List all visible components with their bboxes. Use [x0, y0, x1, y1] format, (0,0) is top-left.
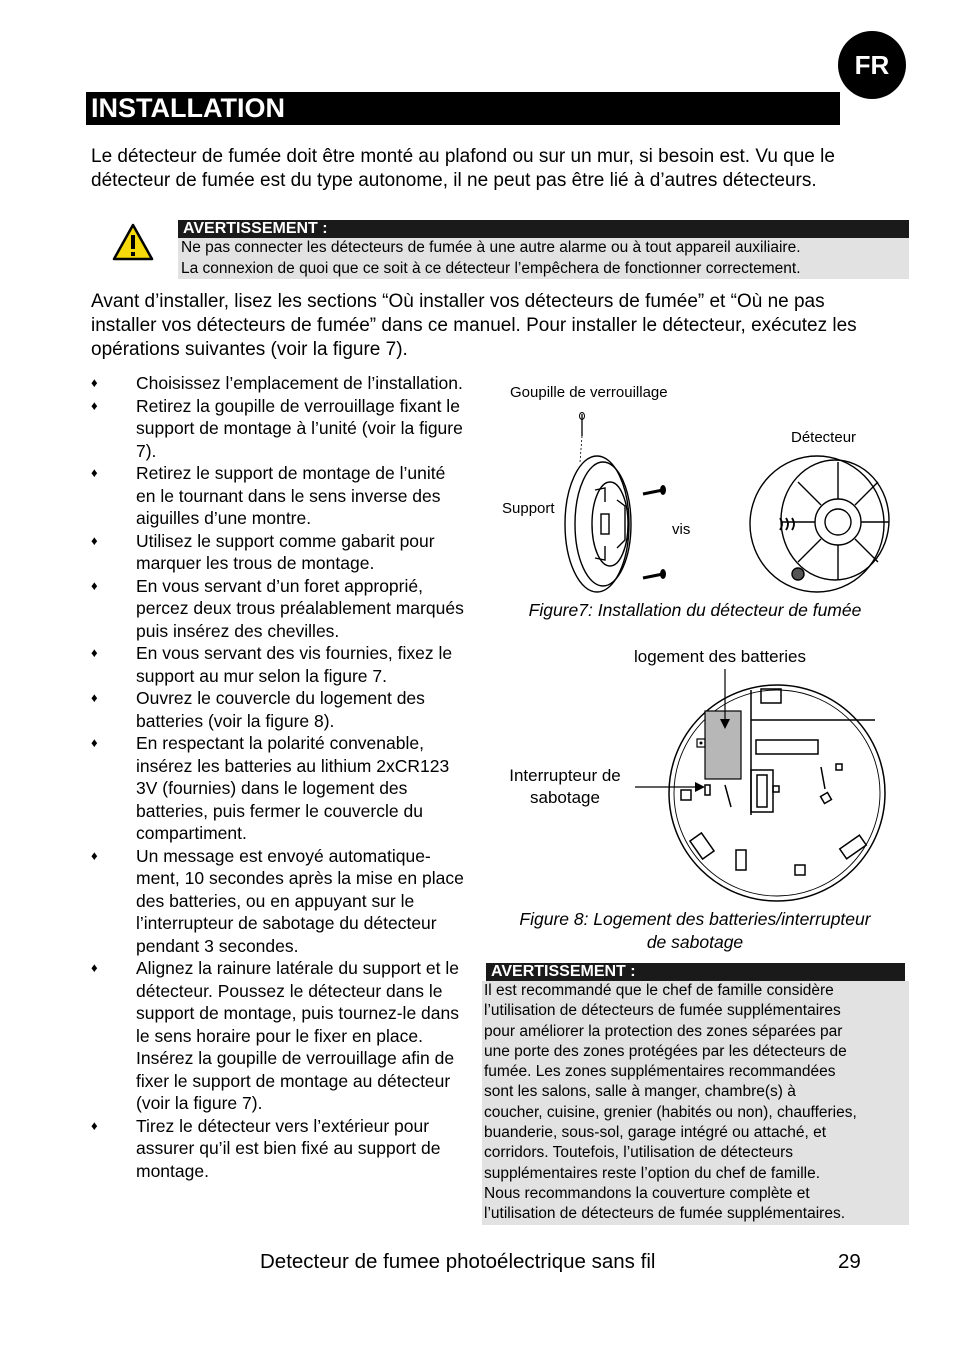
bullet-icon: ♦: [91, 532, 98, 548]
section-title: INSTALLATION: [86, 92, 840, 125]
warning-triangle-icon: [112, 223, 154, 261]
figure7-label-pin: Goupille de verrouillage: [510, 384, 668, 401]
detector-back-icon: [669, 685, 885, 901]
figure7-label-support: Support: [502, 500, 555, 517]
list-item: ♦ En respectant la polarité convenable, insérez les batteries au lithium 2xCR123 3V (fournies) dans le logement des batteries, puis fermer le couvercle du compartiment.: [91, 733, 450, 843]
bullet-icon: ♦: [91, 735, 98, 750]
warning-line: coucher, cuisine, grenier (habités ou non), chaufferies,: [484, 1103, 857, 1121]
list-item: ♦ Retirez la goupille de verrouillage fixant le support de montage à l’unité (voir la figure 7).: [91, 395, 463, 461]
mounting-bracket-icon: [565, 456, 631, 592]
warning-line: Il est recommandé que le chef de famille considère: [484, 982, 834, 999]
bullet-icon: ♦: [91, 690, 98, 705]
figure8-caption: Figure 8: Logement des batteries/interrupteur de sabotage: [519, 909, 871, 952]
bullet-icon: ♦: [91, 577, 98, 593]
list-item: ♦ Utilisez le support comme gabarit pour marquer les trous de montage.: [91, 530, 435, 573]
warning-line: Nous recommandons la couverture complète et: [484, 1184, 810, 1202]
warning-heading: AVERTISSEMENT :: [486, 963, 905, 981]
smoke-detector-icon: [750, 456, 889, 592]
warning-line: l’utilisation de détecteurs de fumée supplémentaires: [484, 1002, 841, 1020]
figure7-drawing: [555, 410, 900, 600]
language-badge: FR: [838, 31, 906, 99]
warning-line: sont les salons, salle à manger, chambre(s) à: [484, 1083, 796, 1101]
bullet-icon: ♦: [91, 375, 98, 390]
screw-icon: [643, 569, 666, 579]
warning-box-recommendation: [482, 963, 909, 1225]
figure8-drawing: [625, 665, 895, 905]
intro-paragraph: Le détecteur de fumée doit être monté au plafond ou sur un mur, si besoin est. Vu que le détecteur de fumée est du type autonome, il ne peut pas être lié à d’autres détecteurs.: [91, 146, 835, 191]
installation-steps-list: [91, 372, 469, 1182]
figure8-label-tamper: Interrupteur de sabotage: [509, 766, 621, 807]
screw-icon: [643, 485, 666, 495]
figure8-label-battery: logement des batteries: [634, 647, 806, 666]
list-item: ♦ En vous servant d’un foret approprié, percez deux trous préalablement marqués puis insérez des chevilles.: [91, 575, 464, 641]
warning-body: [178, 238, 909, 279]
warning-line: pour améliorer la protection des zones séparées par: [484, 1022, 843, 1040]
warning-line: Ne pas connecter les détecteurs de fumée à une autre alarme ou à tout appareil auxiliaire.: [181, 239, 801, 256]
list-item: ♦ Retirez le support de montage de l’unité en le tournant dans le sens inverse des aiguilles d’une montre.: [91, 463, 446, 528]
list-item: ♦ Un message est envoyé automatique-ment, 10 secondes après la mise en place des batteries, ou en appuyant sur le l’interrupteur de sabotage du détecteur pendant 3 secondes.: [91, 845, 464, 956]
figure7-label-detector: Détecteur: [791, 429, 857, 446]
bullet-icon: ♦: [91, 960, 98, 975]
warning-line: l’utilisation de détecteurs de fumée supplémentaires.: [484, 1205, 846, 1223]
list-item: ♦ Ouvrez le couvercle du logement des batteries (voir la figure 8).: [91, 688, 425, 731]
bullet-icon: ♦: [91, 1117, 98, 1133]
warning-line: buanderie, sous-sol, garage intégré ou attaché, et: [484, 1124, 827, 1142]
bullet-icon: ♦: [91, 465, 98, 480]
warning-body: [482, 981, 909, 1225]
list-item: ♦ En vous servant des vis fournies, fixez le support au mur selon la figure 7.: [91, 643, 453, 686]
bullet-icon: ♦: [91, 397, 98, 413]
warning-line: supplémentaires reste l’option du chef de famille.: [484, 1164, 821, 1182]
warning-box-connection: [178, 220, 909, 279]
bullet-icon: ♦: [91, 645, 98, 660]
warning-line: fumée. Les zones supplémentaires recommandées: [484, 1063, 836, 1081]
list-item: ♦ Alignez la rainure latérale du support et le détecteur. Poussez le détecteur dans le support de montage, puis tournez-le dans le sens horaire pour le fixer en place. Insérez la goupille de verrouillage afin de fixer le support de montage au détecteur (voir la figure 7).: [91, 958, 459, 1113]
figure7-caption: Figure7: Installation du détecteur de fumée: [528, 600, 862, 620]
warning-line: une porte des zones protégées par les détecteurs de: [484, 1042, 847, 1060]
locking-pin-icon: [580, 413, 585, 463]
figure7-label-screws: vis: [672, 521, 691, 538]
list-item: ♦ Tirez le détecteur vers l’extérieur pour assurer qu’il est bien fixé au support de montage.: [91, 1115, 441, 1181]
warning-line: corridors. Toutefois, l’utilisation de détecteurs: [484, 1144, 794, 1162]
arrow-icon: [720, 669, 730, 729]
list-item: ♦ Choisissez l’emplacement de l’installation.: [91, 373, 463, 393]
bullet-icon: ♦: [91, 847, 98, 863]
footer-title: Detecteur de fumee photoélectrique sans fil: [260, 1250, 656, 1273]
warning-heading: AVERTISSEMENT :: [178, 220, 909, 238]
preinstall-paragraph: Avant d’installer, lisez les sections “Où installer vos détecteurs de fumée” et “Où ne pas installer vos détecteurs de fumée” dans ce manuel. Pour installer le détecteur, exécutez les opérations suivantes (voir la figure 7).: [91, 291, 857, 360]
warning-line: La connexion de quoi que ce soit à ce détecteur l’empêchera de fonctionner correctement.: [181, 259, 801, 277]
page-number: 29: [838, 1250, 861, 1273]
